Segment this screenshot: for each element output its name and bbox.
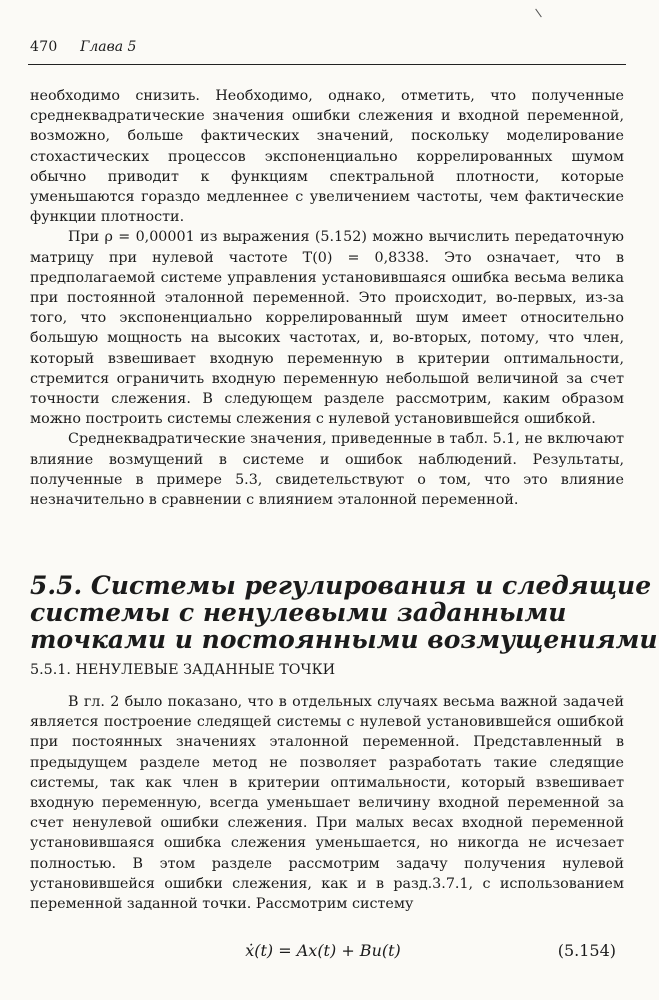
scan-mark	[535, 9, 542, 18]
section-paragraph: В гл. 2 было показано, что в отдельных случаях весьма важной задачей является построение следящей системы с нулевой установившейся ошибкой при постоянных значениях эталонной переменной. Представленный в предыдущем разделе метод не позволяет разработать такие следящие системы, так как член в критерии оптимальности, который взвешивает входную переменную, всегда уменьшает величину входной переменной за счет ненулевой ошибки слежения. При малых весах входной переменной установившаяся ошибка слежения уменьшается, но никогда не исчезает полностью. В этом разделе рассмотрим задачу получения нулевой установившейся ошибки слежения, как и в разд.3.7.1, с использованием переменной заданной точки. Рассмотрим систему	[30, 694, 624, 913]
body-text-top	[30, 86, 624, 510]
body-text-bottom	[30, 692, 624, 914]
header-rule	[28, 64, 626, 65]
section-heading-line-3: точками и постоянными возмущениями	[30, 625, 658, 654]
subsection-heading: 5.5.1. НЕНУЛЕВЫЕ ЗАДАННЫЕ ТОЧКИ	[30, 662, 336, 678]
equation-formula: ẋ(t) = Ax(t) + Bu(t)	[245, 941, 401, 960]
page-number: 470	[30, 39, 58, 55]
section-heading	[30, 571, 658, 654]
paragraph-2: При ρ = 0,00001 из выражения (5.152) можно вычислить передаточную матрицу при нулевой частоте T(0) = 0,8338. Это означает, что в предполагаемой системе управления установившаяся ошибка весьма велика при постоянной эталонной переменной. Это происходит, во-первых, из-за того, что экспоненциально коррелированный шум имеет относительно большую мощность на высоких частотах, и, во-вторых, потому, что член, который взвешивает входную переменную в критерии оптимальности, стремится ограничить входную переменную небольшой величиной за счет точности слежения. В следующем разделе рассмотрим, каким образом можно построить системы слежения с нулевой установившейся ошибкой.	[30, 229, 624, 428]
chapter-label: Глава 5	[80, 39, 137, 55]
page-header	[30, 36, 625, 58]
equation-number: (5.154)	[557, 941, 616, 960]
section-heading-line-1: 5.5. Системы регулирования и следящие	[30, 571, 652, 600]
paragraph-1: необходимо снизить. Необходимо, однако, отметить, что полученные среднеквадратические значения ошибки слежения и входной переменной, возможно, больше фактических значений, поскольку моделирование стохастических процессов экспоненциально коррелированных шумом обычно приводит к функциям спектральной плотности, которые уменьшаются гораздо медленнее с увеличением частоты, чем фактические функции плотности.	[30, 88, 624, 226]
section-heading-line-2: системы с ненулевыми заданными	[30, 598, 567, 627]
paragraph-3: Среднеквадратические значения, приведенные в табл. 5.1, не включают влияние возмущений в системе и ошибок наблюдений. Результаты, полученные в примере 5.3, свидетельствуют о том, что это влияние незначительно в сравнении с влиянием эталонной переменной.	[30, 431, 624, 509]
